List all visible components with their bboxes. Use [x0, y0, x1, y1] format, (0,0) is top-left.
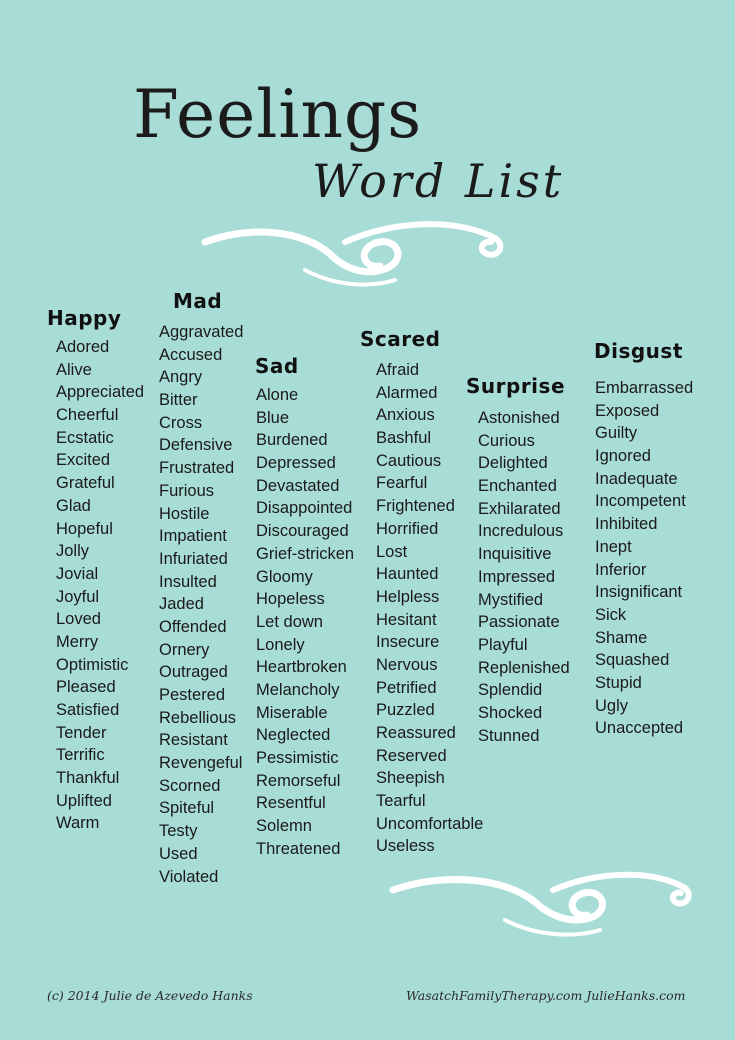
feeling-word: Embarrassed [595, 379, 694, 397]
feeling-word: Stunned [478, 726, 540, 745]
feeling-word: Let down [256, 612, 323, 631]
feeling-word: Neglected [256, 726, 331, 745]
feeling-word: Hopeful [56, 519, 113, 538]
feeling-word: Defensive [159, 436, 233, 455]
feeling-word: Alarmed [376, 383, 438, 402]
feeling-word: Pessimistic [256, 749, 339, 767]
feeling-word: Tearful [376, 792, 426, 811]
feeling-word: Shame [595, 628, 648, 647]
column-heading-disgust: Disgust [594, 339, 683, 363]
feeling-word: Stupid [595, 673, 642, 692]
top-flourish-ornament [195, 214, 515, 294]
feeling-word: Miserable [256, 703, 328, 722]
feeling-word: Excited [56, 451, 111, 470]
column-heading-scared: Scared [360, 327, 441, 351]
feeling-word: Cautious [376, 451, 442, 470]
feeling-word: Unaccepted [595, 719, 684, 738]
feeling-word: Exhilarated [478, 499, 561, 518]
feeling-word: Replenished [478, 658, 570, 677]
feeling-word: Disappointed [256, 499, 353, 518]
feeling-word: Afraid [376, 361, 420, 379]
feeling-word: Hopeless [256, 590, 325, 609]
feeling-word: Used [159, 844, 198, 863]
feeling-word: Scorned [159, 776, 221, 795]
feeling-word: Inferior [595, 560, 647, 579]
feeling-word: Gloomy [256, 567, 313, 586]
feeling-word: Spiteful [159, 799, 215, 818]
word-list-sad [256, 384, 354, 860]
feeling-word: Enchanted [478, 477, 557, 496]
feeling-word: Sick [595, 605, 627, 624]
feeling-word: Cross [159, 413, 203, 432]
feeling-word: Grief-stricken [256, 544, 355, 563]
feeling-word: Discouraged [256, 522, 349, 541]
feeling-word: Ornery [159, 640, 210, 659]
feeling-word: Grateful [56, 474, 115, 493]
feeling-word: Useless [376, 837, 435, 856]
feeling-word: Fearful [376, 474, 428, 493]
feeling-word: Hesitant [376, 610, 437, 629]
feeling-word: Incredulous [478, 522, 564, 541]
feeling-word: Inept [595, 537, 632, 556]
feeling-word: Playful [478, 635, 528, 654]
feeling-word: Bitter [159, 391, 198, 410]
feeling-word: Reassured [376, 724, 456, 742]
word-list-disgust [595, 377, 693, 740]
feeling-word: Remorseful [256, 771, 341, 790]
word-list-mad [159, 321, 243, 888]
feeling-word: Blue [256, 408, 290, 427]
feeling-word: Thankful [56, 769, 120, 788]
feeling-word: Incompetent [595, 492, 686, 511]
feeling-word: Tender [56, 723, 107, 742]
feeling-word: Resistant [159, 731, 228, 750]
feeling-word: Glad [56, 496, 91, 515]
feeling-word: Alone [256, 386, 299, 404]
feeling-word: Haunted [376, 565, 439, 584]
word-list-happy [56, 336, 144, 835]
feeling-word: Lonely [256, 635, 305, 654]
feeling-word: Joyful [56, 587, 100, 606]
feeling-word: Hostile [159, 504, 210, 523]
column-heading-mad: Mad [173, 289, 223, 313]
feeling-word: Appreciated [56, 383, 145, 402]
footer-copyright: (c) 2014 Julie de Azevedo Hanks [47, 988, 253, 1003]
feeling-word: Passionate [478, 613, 560, 632]
page-title: Feelings [133, 76, 423, 153]
feeling-word: Threatened [256, 839, 341, 858]
column-heading-sad: Sad [255, 354, 299, 378]
feeling-word: Jolly [56, 542, 90, 561]
feeling-word: Reserved [376, 746, 447, 765]
feeling-word: Curious [478, 431, 535, 450]
feeling-word: Furious [159, 481, 215, 500]
feeling-word: Exposed [595, 401, 660, 420]
feeling-word: Insignificant [595, 583, 683, 602]
feeling-word: Splendid [478, 681, 543, 700]
feeling-word: Testy [159, 822, 198, 841]
feeling-word: Outraged [159, 663, 228, 682]
feeling-word: Squashed [595, 651, 670, 670]
feeling-word: Inadequate [595, 469, 678, 488]
feeling-word: Loved [56, 610, 101, 629]
feeling-word: Petrified [376, 678, 437, 697]
feeling-word: Burdened [256, 431, 328, 450]
feeling-word: Inquisitive [478, 545, 552, 564]
bottom-flourish-ornament [385, 868, 695, 948]
feeling-word: Jaded [159, 595, 204, 614]
feeling-word: Pleased [56, 678, 116, 697]
feeling-word: Guilty [595, 424, 638, 443]
feeling-word: Alive [56, 360, 92, 379]
feeling-word: Delighted [478, 454, 548, 473]
feeling-word: Nervous [376, 655, 438, 674]
feeling-word: Inhibited [595, 515, 658, 534]
feeling-word: Lost [376, 542, 408, 561]
feeling-word: Infuriated [159, 549, 228, 568]
feeling-word: Helpless [376, 587, 440, 606]
feeling-word: Aggravated [159, 323, 244, 341]
feeling-word: Warm [56, 814, 100, 833]
feeling-word: Melancholy [256, 680, 340, 699]
feeling-word: Accused [159, 345, 223, 364]
feeling-word: Offended [159, 617, 227, 636]
feeling-word: Bashful [376, 429, 432, 448]
feeling-word: Puzzled [376, 701, 435, 720]
feeling-word: Shocked [478, 703, 543, 722]
feeling-word: Terrific [56, 746, 105, 765]
feeling-word: Heartbroken [256, 658, 347, 677]
feeling-word: Jovial [56, 564, 99, 583]
word-list-surprise [478, 407, 570, 747]
word-list-scared [376, 359, 483, 858]
feeling-word: Uncomfortable [376, 814, 484, 833]
column-heading-surprise: Surprise [466, 374, 566, 398]
feeling-word: Rebellious [159, 708, 237, 727]
feeling-word: Frightened [376, 497, 455, 516]
feeling-word: Ecstatic [56, 428, 114, 447]
feeling-word: Ignored [595, 447, 651, 466]
feeling-word: Revengeful [159, 754, 243, 773]
column-heading-happy: Happy [47, 306, 122, 330]
footer-websites: WasatchFamilyTherapy.com JulieHanks.com [406, 988, 686, 1003]
feeling-word: Uplifted [56, 791, 112, 810]
feeling-word: Mystified [478, 590, 544, 609]
feeling-word: Ugly [595, 696, 629, 715]
feeling-word: Frustrated [159, 459, 235, 478]
feeling-word: Resentful [256, 794, 326, 813]
feeling-word: Impatient [159, 527, 227, 546]
feeling-word: Insecure [376, 633, 440, 652]
feeling-word: Pestered [159, 686, 226, 704]
feeling-word: Sheepish [376, 769, 445, 788]
feeling-word: Horrified [376, 519, 439, 538]
feeling-word: Anxious [376, 406, 435, 425]
feeling-word: Astonished [478, 409, 560, 427]
feeling-word: Satisfied [56, 701, 120, 719]
feeling-word: Optimistic [56, 655, 129, 674]
feeling-word: Impressed [478, 567, 556, 586]
feeling-word: Adored [56, 338, 110, 356]
feeling-word: Angry [159, 368, 203, 387]
feeling-word: Insulted [159, 572, 217, 591]
feeling-word: Depressed [256, 454, 336, 473]
feeling-word: Devastated [256, 476, 340, 495]
feeling-word: Merry [56, 632, 99, 651]
page-subtitle: Word List [312, 154, 565, 208]
feeling-word: Cheerful [56, 406, 119, 425]
feeling-word: Solemn [256, 817, 312, 836]
feeling-word: Violated [159, 867, 219, 886]
